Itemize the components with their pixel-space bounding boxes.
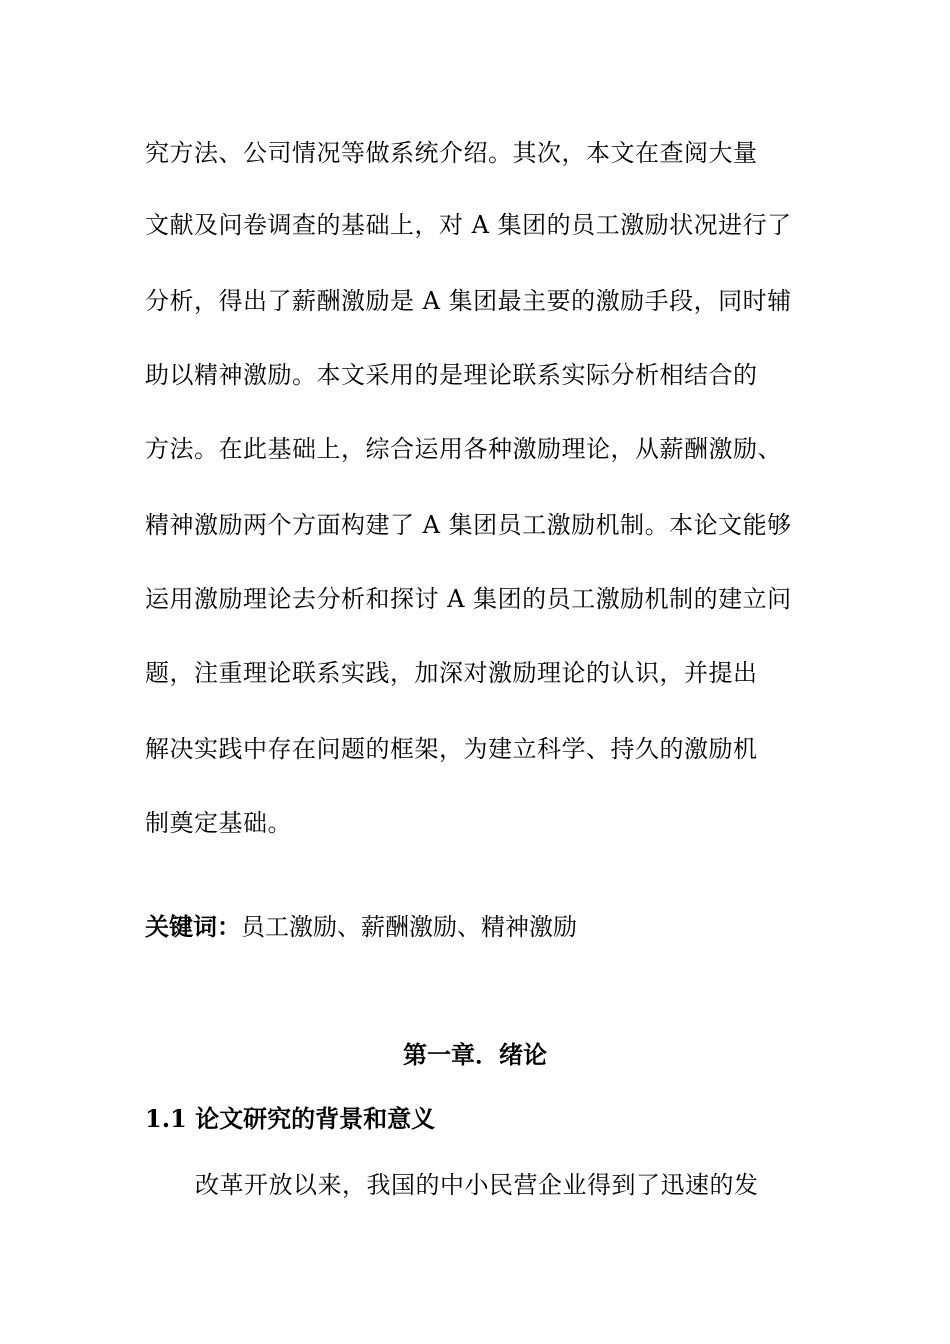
paragraph-first-line: 改革开放以来，我国的中小民营企业得到了迅速的发 — [195, 1171, 759, 1199]
abstract-line: 制奠定基础。 — [145, 809, 292, 837]
abstract-line: 运用激励理论去分析和探讨 A 集团的员工激励机制的建立问 — [145, 585, 792, 613]
abstract-line: 解决实践中存在问题的框架，为建立科学、持久的激励机 — [145, 735, 758, 763]
keywords-value: 员工激励、薪酬激励、精神激励 — [241, 913, 577, 941]
abstract-line: 文献及问卷调查的基础上，对 A 集团的员工激励状况进行了 — [145, 211, 792, 239]
abstract-line: 题，注重理论联系实践，加深对激励理论的认识，并提出 — [145, 659, 758, 687]
abstract-line: 究方法、公司情况等做系统介绍。其次，本文在查阅大量 — [145, 139, 758, 167]
abstract-line: 精神激励两个方面构建了 A 集团员工激励机制。本论文能够 — [145, 511, 792, 539]
keywords — [145, 912, 577, 942]
keywords-label: 关键词： — [145, 912, 241, 941]
abstract-line: 方法。在此基础上，综合运用各种激励理论，从薪酬激励、 — [145, 435, 782, 463]
chapter-title: 第一章．绪论 — [403, 1040, 547, 1069]
abstract-line: 助以精神激励。本文采用的是理论联系实际分析相结合的 — [145, 361, 758, 389]
abstract-line: 分析，得出了薪酬激励是 A 集团最主要的激励手段，同时辅 — [145, 287, 792, 315]
section-title: 1.1 论文研究的背景和意义 — [145, 1104, 436, 1133]
